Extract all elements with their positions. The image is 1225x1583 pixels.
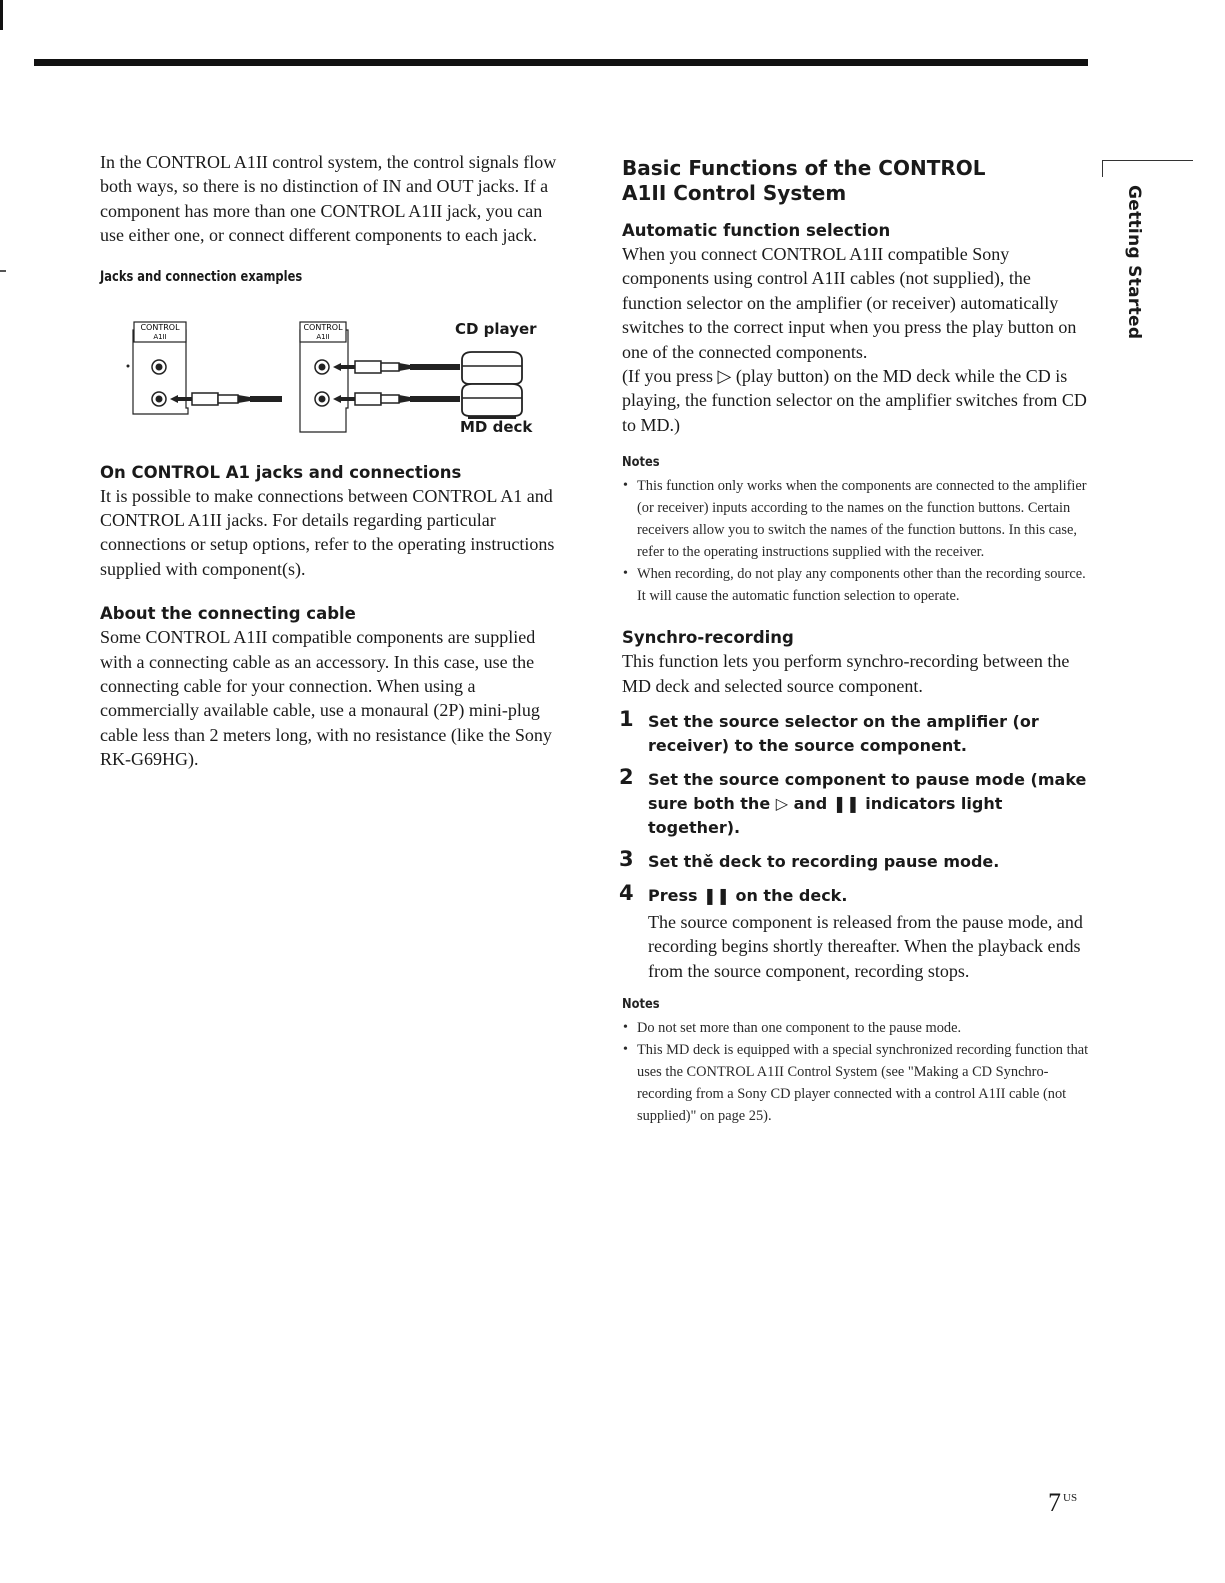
auto-function-example: (If you press ▷ (play button) on the MD deck while the CD is playing, the function selector on the amplifier switches from CD to MD.) (622, 366, 1087, 435)
top-rule (34, 59, 1088, 66)
page-number (1048, 1488, 1077, 1518)
cd-player-unit (462, 352, 522, 387)
synchro-steps (619, 707, 1092, 983)
notes-1-list (622, 475, 1092, 607)
left-cable (170, 393, 282, 405)
left-jack-label-1: CONTROL (140, 322, 180, 332)
page-number-value: 7 (1048, 1488, 1061, 1517)
list-item (619, 765, 1092, 840)
side-tab-label: Getting Started (1124, 185, 1144, 340)
page-number-suffix: US (1063, 1492, 1078, 1504)
notes-1 (622, 453, 1092, 607)
section-control-a1-body: It is possible to make connections between CONTROL A1 and CONTROL A1II jacks. For details regarding particular connections or setup options, refer to the operating instructions supplied with component(s). (100, 485, 555, 579)
cd-cable (333, 361, 460, 373)
auto-function-section (622, 220, 1092, 437)
list-item: • When recording, do not play any components other than the recording source. It will cause the automatic function selection to operate. (622, 563, 1092, 607)
auto-function-body: When you connect CONTROL A1II compatible Sony components using control A1II cables (not supplied), the function selector on the amplifier (or receiver) automatically switches to the correct input when you press the play button on one of the connected components. (622, 244, 1077, 362)
list-item: • This function only works when the components are connected to the amplifier (or receiver) inputs according to the names on the function buttons. Certain receivers allow you to switch the names of the function buttons. In this case, refer to the operating instructions supplied with the receiver. (622, 475, 1092, 563)
synchro-section (622, 627, 1092, 698)
notes-2-list (622, 1017, 1092, 1127)
synchro-body: This function lets you perform synchro-recording between the MD deck and selected source component. (622, 651, 1070, 696)
section-connecting-cable (100, 603, 560, 771)
step-text: Set thě deck to recording pause mode. (648, 852, 1000, 872)
margin-tick (0, 270, 6, 272)
notes-2-heading: Notes (622, 996, 660, 1013)
step-4-body: The source component is released from the pause mode, and recording begins shortly thereafter. When the playback ends from the source component, recording stops. (648, 912, 1083, 981)
right-column (619, 156, 1092, 1127)
intro-paragraph: In the CONTROL A1II control system, the control signals flow both ways, so there is no distinction of IN and OUT jacks. If a component has more than one CONTROL A1II jack, you can use either one, or connect different components to each jack. (100, 152, 557, 246)
list-item: • Do not set more than one component to the pause mode. (622, 1017, 1092, 1039)
section-control-a1 (100, 462, 560, 582)
right-jack-label-2: A1II (316, 332, 330, 341)
step-number: 3 (619, 847, 634, 872)
left-jack-label-2: A1II (153, 332, 167, 341)
notes-2 (622, 995, 1092, 1127)
notes-1-heading: Notes (622, 454, 660, 471)
list-item (619, 707, 1092, 758)
page-edge-mark (0, 0, 3, 30)
cd-player-label: CD player (455, 319, 537, 338)
step-text: Set the source selector on the amplifier (or receiver) to the source component. (648, 712, 1039, 756)
step-number: 2 (619, 765, 634, 790)
md-deck-label: MD deck (460, 417, 533, 434)
step-number: 1 (619, 707, 634, 732)
jacks-caption-wrap (100, 268, 560, 286)
section-connecting-cable-title: About the connecting cable (100, 604, 356, 624)
auto-function-title: Automatic function selection (622, 221, 891, 240)
step-text: Press ❚❚ on the deck. (648, 886, 848, 906)
right-jack-panel (300, 322, 348, 432)
left-column (100, 150, 560, 772)
right-jack-label-1: CONTROL (303, 322, 343, 332)
connection-diagram (100, 304, 540, 434)
list-item (619, 847, 1092, 874)
list-item: • This MD deck is equipped with a special synchronized recording function that uses the CONTROL A1II Control System (see "Making a CD Synchro-recording from a Sony CD player connected with a control A1II cable (not supplied)" on page 25). (622, 1039, 1092, 1127)
md-cable (333, 393, 460, 405)
side-tab-bracket (1102, 160, 1193, 177)
md-deck-unit (462, 384, 522, 419)
jacks-caption: Jacks and connection examples (100, 268, 303, 285)
section-connecting-cable-body: Some CONTROL A1II compatible components are supplied with a connecting cable as an accessory. In this case, use the connecting cable for your connection. When using a commercially available cable, use a monaural (2P) mini-plug cable less than 2 meters long, with no resistance (like the Sony RK-G69HG). (100, 627, 552, 770)
step-text: Set the source component to pause mode (make sure both the ▷ and ❚❚ indicators light together). (648, 770, 1087, 838)
section-title: Basic Functions of the CONTROL A1II Control System (622, 156, 986, 205)
connection-figure (100, 304, 540, 434)
section-control-a1-title: On CONTROL A1 jacks and connections (100, 462, 462, 482)
synchro-title: Synchro-recording (622, 628, 794, 648)
list-item (619, 881, 1092, 983)
step-number: 4 (619, 881, 634, 906)
